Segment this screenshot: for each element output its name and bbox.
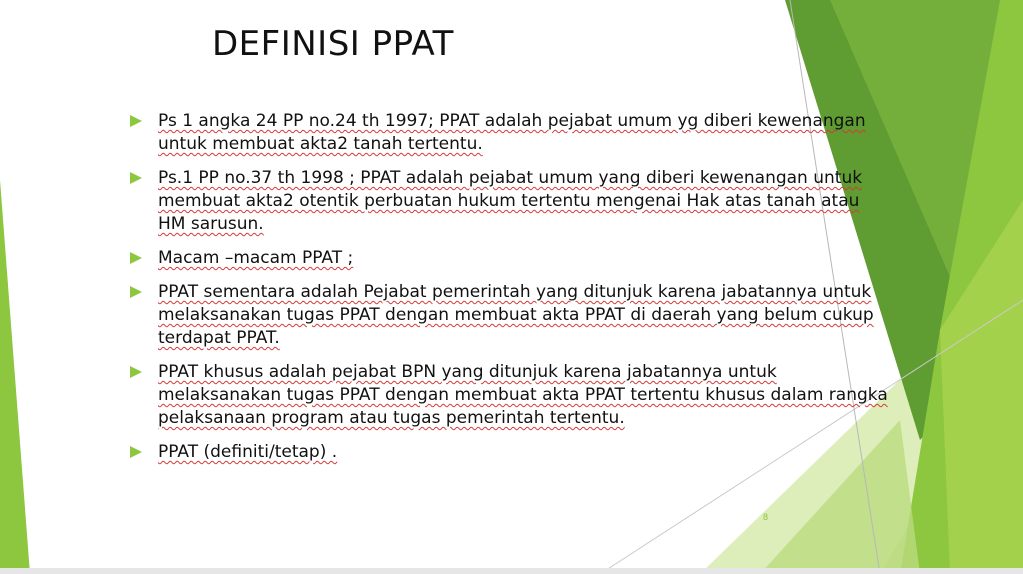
bullet-list [128, 110, 888, 475]
bullet-text: PPAT sementara adalah Pejabat pemerintah yang ditunjuk karena jabatannya untuk melaksanakan tugas PPAT dengan membuat akta PPAT di daerah yang belum cukup terdapat PPAT. [158, 282, 874, 348]
bullet-item [128, 441, 888, 464]
arrow-bullet-icon [130, 252, 142, 264]
arrow-bullet-icon [130, 286, 142, 298]
bullet-text: Macam –macam PPAT ; [158, 248, 354, 268]
arrow-bullet-icon [130, 115, 142, 127]
bullet-text: Ps 1 angka 24 PP no.24 th 1997; PPAT adalah pejabat umum yg diberi kewenangan untuk membuat akta2 tanah tertentu. [158, 111, 866, 154]
deco-left-facet [0, 180, 30, 574]
page-number: 8 [763, 512, 769, 522]
arrow-bullet-icon [130, 446, 142, 458]
bottom-scrollbar [0, 568, 1023, 574]
bullet-item [128, 167, 888, 236]
bullet-item [128, 110, 888, 156]
bullet-text: PPAT (definiti/tetap) . [158, 442, 338, 462]
arrow-bullet-icon [130, 366, 142, 378]
bullet-text: Ps.1 PP no.37 th 1998 ; PPAT adalah pejabat umum yang diberi kewenangan untuk membuat akta2 otentik perbuatan hukum tertentu mengenai Hak atas tanah atau HM sarusun. [158, 168, 863, 234]
slide-title: DEFINISI PPAT [212, 24, 454, 64]
bullet-item [128, 247, 888, 270]
bullet-item [128, 281, 888, 350]
arrow-bullet-icon [130, 172, 142, 184]
bullet-text: PPAT khusus adalah pejabat BPN yang ditunjuk karena jabatannya untuk melaksanakan tugas PPAT dengan membuat akta PPAT tertentu khusus dalam rangka pelaksanaan program atau tugas pemerintah tertentu. [158, 362, 888, 428]
bullet-item [128, 361, 888, 430]
